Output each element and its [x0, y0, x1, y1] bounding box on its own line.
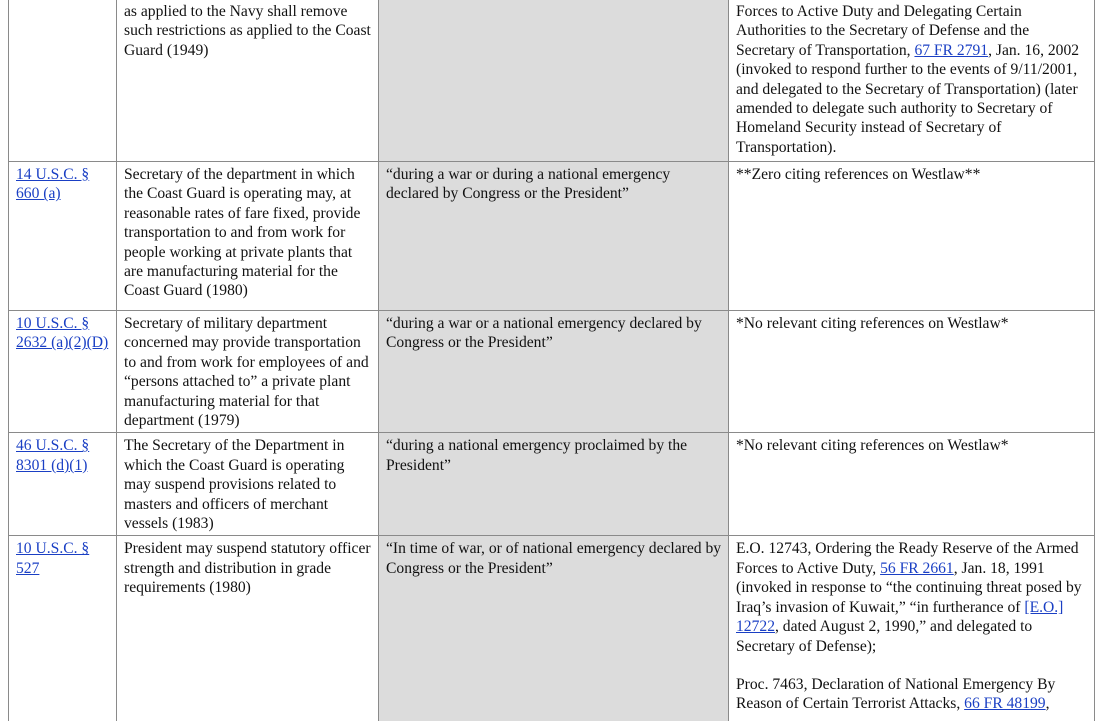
table-row — [9, 433, 1095, 536]
citation-text: Proc. 7463, Declaration of National Emergency By Reason of Certain Terrorist Attacks, — [736, 675, 1056, 713]
citation-text: , Jan. 16, 2002 (invoked to respond further to the events of 9/11/2001, and delegated to the Secretary of Transportation) (later amended to delegate such authority to Secretary of Homeland Security instead of Secretary of Transportation). — [736, 41, 1080, 156]
statute-link[interactable]: 14 U.S.C. § 660 (a) — [16, 166, 90, 203]
citation-text: E.O. 12743, Ordering the Ready Reserve of the Armed Forces to Active Duty, — [736, 540, 1079, 577]
citation-cell: *No relevant citing references on Westlaw* — [729, 311, 1095, 433]
trigger-cell: “during a war or a national emergency declared by Congress or the President” — [379, 311, 729, 433]
statute-cell — [9, 0, 117, 162]
citation-cell — [729, 0, 1095, 162]
federal-register-link[interactable]: 56 FR 2661 — [880, 559, 954, 577]
table-row — [9, 311, 1095, 433]
citation-text: , Jan. 18, 1991 (invoked in response to “the continuing threat posed by Iraq’s invasion of Kuwait,” “in furtherance of — [736, 559, 1082, 616]
table-row — [9, 0, 1095, 162]
citation-text: Forces to Active Duty and Delegating Certain Authorities to the Secretary of Defense and the Secretary of Transportation, — [736, 3, 1030, 59]
trigger-cell: “In time of war, or of national emergency declared by Congress or the President” — [379, 536, 729, 721]
description-cell: as applied to the Navy shall remove such restrictions as applied to the Coast Guard (1949) — [117, 0, 379, 162]
statute-link[interactable]: 10 U.S.C. § 527 — [16, 540, 90, 577]
citation-cell: **Zero citing references on Westlaw** — [729, 162, 1095, 311]
statute-cell — [9, 162, 117, 311]
citation-cell — [729, 536, 1095, 721]
trigger-cell: “during a national emergency proclaimed by the President” — [379, 433, 729, 536]
trigger-cell: “during a war or during a national emergency declared by Congress or the President” — [379, 162, 729, 311]
description-cell: Secretary of the department in which the Coast Guard is operating may, at reasonable rates of fare fixed, provide transportation to and from work for people working at private plants that are manufacturing material for the Coast Guard (1980) — [117, 162, 379, 311]
description-cell: President may suspend statutory officer strength and distribution in grade requirements (1980) — [117, 536, 379, 721]
statute-cell — [9, 433, 117, 536]
statute-cell — [9, 311, 117, 433]
paragraph-gap — [736, 656, 1088, 675]
trigger-cell — [379, 0, 729, 162]
federal-register-link[interactable]: 66 FR 48199 — [964, 695, 1046, 713]
description-cell: Secretary of military department concerned may provide transportation to and from work for employees of and “persons attached to” a private plant manufacturing material for that department (1979) — [117, 311, 379, 433]
federal-register-link[interactable]: 67 FR 2791 — [914, 41, 989, 59]
executive-order-link[interactable]: [E.O.] 12722 — [736, 598, 1064, 636]
statute-cell — [9, 536, 117, 721]
citation-text: , — [1045, 695, 1050, 713]
table-row — [9, 536, 1095, 721]
emergency-powers-table — [8, 0, 1095, 721]
citation-text: , dated August 2, 1990,” and delegated to Secretary of Defense); — [736, 618, 1033, 655]
statute-link[interactable]: 10 U.S.C. § 2632 (a)(2)(D) — [16, 315, 109, 352]
citation-cell: *No relevant citing references on Westlaw* — [729, 433, 1095, 536]
description-cell: The Secretary of the Department in which the Coast Guard is operating may suspend provisions related to masters and officers of merchant vessels (1983) — [117, 433, 379, 536]
statute-link[interactable]: 46 U.S.C. § 8301 (d)(1) — [16, 437, 90, 474]
table-row — [9, 162, 1095, 311]
